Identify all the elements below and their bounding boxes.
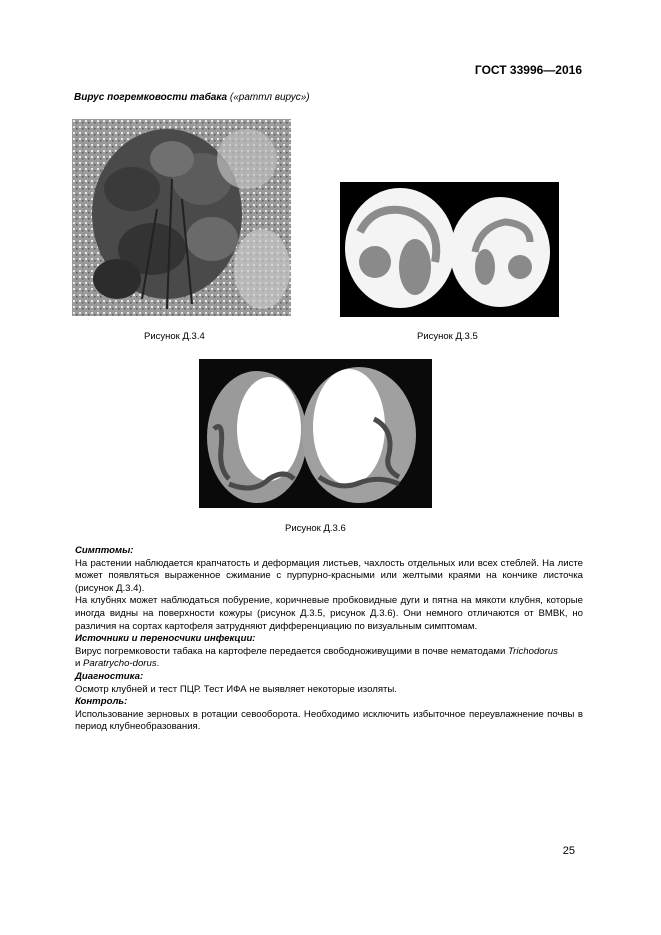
- standard-header: ГОСТ 33996—2016: [474, 63, 582, 77]
- sources-text-a: Вирус погремковости табака на картофеле передается свободноживущими в почве нематодами: [75, 645, 509, 657]
- control-paragraph: Использование зерновых в ротации севооборота. Необходимо исключить избыточное переувлажнение почвы в период клубнеобразования.: [75, 708, 583, 733]
- tuber-cross-sections-photo: [340, 182, 559, 317]
- figure-d34-caption: Рисунок Д.3.4: [144, 331, 205, 342]
- figure-d34-image: [72, 119, 291, 316]
- tuber-halves-photo: [199, 359, 432, 508]
- virus-title: [74, 92, 310, 103]
- figure-d35-image: [340, 182, 559, 317]
- body-text: [75, 545, 583, 734]
- sources-paragraph: [75, 646, 583, 671]
- page-number: 25: [562, 845, 575, 857]
- sources-text-b: и: [75, 658, 84, 670]
- virus-title-main: Вирус погремковости табака: [74, 92, 228, 103]
- sources-end: .: [156, 658, 160, 670]
- diagnostics-heading: Диагностика:: [75, 670, 144, 682]
- symptoms-paragraph-1: На растении наблюдается крапчатость и деформация листьев, чахлость отдельных или всех стеблей. На листе может появляться выраженное сжимание с пурпурно-красными или желтыми краями на кончике листочка (рисунок Д.3.4).: [75, 557, 583, 594]
- virus-title-alt: («раттл вирус»): [229, 92, 310, 103]
- symptoms-paragraph-2: На клубнях может наблюдаться побурение, коричневые пробковидные дуги и пятна на мякоти клубня, которые иногда видны на поверхности кожуры (рисунок Д.3.5, рисунок Д.3.6). Они немного отличаются от ВМВК, но различия на сортах картофеля затрудняют дифференциацию по визуальным симптомам.: [75, 595, 583, 632]
- plant-foliage-photo: [72, 119, 291, 316]
- figure-d36-caption: Рисунок Д.3.6: [285, 523, 346, 534]
- genus-paratrychodorus: Paratrycho-dorus: [83, 658, 157, 670]
- symptoms-heading: Симптомы:: [75, 545, 134, 556]
- diagnostics-paragraph: Осмотр клубней и тест ПЦР. Тест ИФА не выявляет некоторые изоляты.: [75, 683, 397, 695]
- figure-d35-caption: Рисунок Д.3.5: [417, 331, 478, 342]
- genus-trichodorus: Trichodorus: [508, 645, 558, 657]
- control-heading: Контроль:: [75, 696, 128, 708]
- sources-heading: Источники и переносчики инфекции:: [75, 633, 256, 645]
- figure-d36-image: [199, 359, 432, 508]
